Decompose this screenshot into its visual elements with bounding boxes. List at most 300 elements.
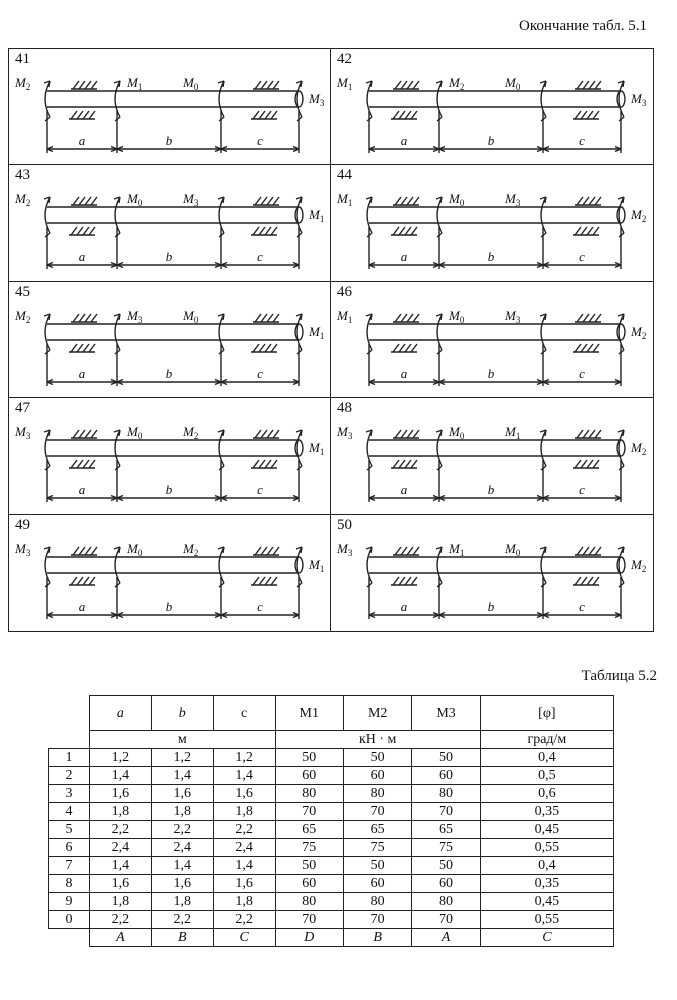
bearing-hatch [593,460,599,468]
table-cell: 1,8 [90,803,152,821]
bearing-hatch [253,111,259,119]
moment-label: $M_3$ [505,191,521,209]
shaft-end [295,91,303,107]
bearing-hatch [593,111,599,119]
unit-cell: град/м [480,731,613,749]
footer-cell: A [90,929,152,947]
moment-label: $M_2$ [15,307,31,325]
bearing-hatch [413,314,419,322]
bearing-hatch [83,460,89,468]
table-cell: 1,6 [90,785,152,803]
bearing-hatch [587,460,593,468]
moment-label: $M_3$ [127,307,143,325]
table-cell: 1,8 [213,893,275,911]
bearing-hatch [595,430,601,438]
row-number: 0 [49,911,90,929]
table-cell: 2,2 [151,911,213,929]
diagram-number: 45 [15,283,30,300]
dim-label: a [400,249,408,265]
table-cell: 1,8 [151,893,213,911]
bearing-hatch [405,111,411,119]
moment-label: $M_0$ [183,307,199,325]
dim-label: c [579,598,585,614]
table-cell: 70 [275,803,343,821]
table-header-row [49,696,614,731]
dim-label: b [165,133,173,148]
bearing-hatch [77,111,83,119]
table-cell: 2,4 [213,839,275,857]
diagram-number: 50 [337,516,352,533]
bearing-hatch [89,344,95,352]
bearing-hatch [393,344,399,352]
dim-label: b [165,365,173,381]
shaft-end [295,207,303,223]
bearing-hatch [91,314,97,322]
table-cell: 50 [343,749,411,767]
bearing-hatch [593,344,599,352]
bearing-hatch [253,460,259,468]
shaft-diagram [331,282,653,397]
table-cell: 80 [275,785,343,803]
bearing-hatch [411,111,417,119]
bearing-hatch [393,227,399,235]
table-cell: 60 [343,767,411,785]
bearing-hatch [85,547,91,555]
column-header: M1 [275,696,343,731]
moment-label: $M_1$ [127,75,143,92]
bearing-hatch [273,81,279,89]
bearing-hatch [265,227,271,235]
moment-label: $M_2$ [183,424,199,442]
bearing-hatch [395,547,401,555]
bearing-hatch [401,197,407,205]
diagram-cell [331,165,653,281]
dim-label: c [579,249,585,265]
moment-label: $M_2$ [183,540,199,558]
bearing-hatch [589,547,595,555]
bearing-hatch [261,314,267,322]
bearing-hatch [577,314,583,322]
bearing-hatch [583,547,589,555]
bearing-hatch [91,430,97,438]
table-cell: 65 [343,821,411,839]
moment-label: $M_0$ [127,424,143,442]
moment-label: $M_3$ [337,540,353,558]
table-cell: 2,2 [213,911,275,929]
moment-label: $M_3$ [15,424,31,442]
bearing-hatch [575,460,581,468]
bearing-hatch [407,197,413,205]
moment-label: $M_0$ [183,75,199,92]
bearing-hatch [407,314,413,322]
moment-label: $M_2$ [631,556,647,574]
bearing-hatch [583,81,589,89]
bearing-hatch [271,227,277,235]
bearing-hatch [413,81,419,89]
moment-label: $M_1$ [309,323,325,341]
bearing-hatch [259,227,265,235]
diagram-cell [331,398,653,514]
footer-cell: A [412,929,480,947]
bearing-hatch [405,577,411,585]
table-cell: 2,2 [151,821,213,839]
moment-label: $M_2$ [631,440,647,458]
bearing-hatch [583,430,589,438]
shaft-end [295,440,303,456]
shaft-end [617,557,625,573]
diagram-cell [331,49,653,165]
bearing-hatch [271,111,277,119]
dim-label: a [400,365,408,381]
table-row [49,839,614,857]
bearing-hatch [255,430,261,438]
moment-label: $M_3$ [631,91,647,108]
bearing-hatch [401,81,407,89]
bearing-hatch [83,344,89,352]
table-cell: 50 [412,749,480,767]
table-cell: 1,2 [213,749,275,767]
bearing-hatch [401,430,407,438]
bearing-hatch [91,81,97,89]
table-cell: 2,2 [90,911,152,929]
bearing-hatch [589,197,595,205]
bearing-hatch [71,227,77,235]
table-cell: 50 [275,857,343,875]
bearing-hatch [85,197,91,205]
bearing-hatch [399,344,405,352]
dim-label: a [400,598,408,614]
bearing-hatch [395,430,401,438]
table-cell: 0,45 [480,893,613,911]
bearing-hatch [593,227,599,235]
bearing-hatch [79,430,85,438]
bearing-hatch [91,547,97,555]
moment-label: $M_1$ [337,191,353,209]
bearing-hatch [255,547,261,555]
diagram-cell [9,282,331,398]
unit-cell: м [90,731,276,749]
shaft-diagram [9,49,330,164]
moment-label: $M_3$ [337,424,353,442]
table-cell: 2,2 [90,821,152,839]
dim-label: b [165,249,173,265]
table-cell: 50 [343,857,411,875]
footer-cell: C [213,929,275,947]
bearing-hatch [589,430,595,438]
dim-label: c [579,365,585,381]
bearing-hatch [581,460,587,468]
bearing-hatch [259,460,265,468]
table-cell: 50 [275,749,343,767]
dim-label: a [78,133,86,148]
dim-label: b [487,133,495,148]
bearing-hatch [399,460,405,468]
bearing-hatch [253,227,259,235]
column-header: M2 [343,696,411,731]
table-cell: 75 [412,839,480,857]
bearing-hatch [273,197,279,205]
bearing-hatch [273,430,279,438]
moment-label: $M_2$ [449,75,465,92]
bearing-hatch [395,197,401,205]
table-cell: 70 [275,911,343,929]
moment-label: $M_0$ [449,424,465,442]
bearing-hatch [83,111,89,119]
table-row [49,821,614,839]
bearing-hatch [271,344,277,352]
bearing-hatch [589,81,595,89]
table-row [49,749,614,767]
bearing-hatch [271,460,277,468]
shaft-diagram [9,398,330,513]
diagram-cell [9,398,331,514]
table-cell: 70 [343,803,411,821]
bearing-hatch [393,577,399,585]
diagram-number: 49 [15,516,30,533]
bearing-hatch [407,547,413,555]
bearing-hatch [595,547,601,555]
bearing-hatch [261,547,267,555]
diagram-cell [9,49,331,165]
dim-label: c [257,249,263,265]
bearing-hatch [577,81,583,89]
bearing-hatch [413,430,419,438]
bearing-hatch [85,430,91,438]
bearing-hatch [253,344,259,352]
bearing-hatch [267,197,273,205]
table-row [49,767,614,785]
bearing-hatch [575,227,581,235]
table-cell: 70 [412,911,480,929]
bearing-hatch [587,344,593,352]
table-cell: 60 [275,767,343,785]
dim-label: c [579,482,585,498]
moment-label: $M_1$ [309,207,325,225]
bearing-hatch [395,81,401,89]
footer-cell: C [480,929,613,947]
table-row [49,875,614,893]
row-number: 1 [49,749,90,767]
table-cell: 80 [343,893,411,911]
bearing-hatch [77,227,83,235]
shaft-diagram [9,515,330,631]
bearing-hatch [73,430,79,438]
bearing-hatch [79,547,85,555]
bearing-hatch [405,460,411,468]
bearing-hatch [261,197,267,205]
table-cell: 60 [412,767,480,785]
table-cell: 80 [343,785,411,803]
bearing-hatch [83,577,89,585]
bearing-hatch [411,577,417,585]
bearing-hatch [77,344,83,352]
moment-label: $M_2$ [631,207,647,225]
bearing-hatch [399,227,405,235]
bearing-hatch [413,197,419,205]
bearing-hatch [83,227,89,235]
shaft-diagram [331,398,653,513]
table-footer-row [49,929,614,947]
moment-label: $M_2$ [15,75,31,92]
table-cell: 1,6 [90,875,152,893]
bearing-hatch [407,81,413,89]
shaft-end [617,91,625,107]
shaft-end [295,324,303,340]
bearing-hatch [581,344,587,352]
table-cell: 1,4 [213,767,275,785]
moment-label: $M_2$ [631,323,647,341]
row-number: 9 [49,893,90,911]
bearing-hatch [589,314,595,322]
bearing-hatch [273,547,279,555]
row-number: 4 [49,803,90,821]
table-cell: 1,6 [213,875,275,893]
bearing-hatch [89,111,95,119]
table-row [49,911,614,929]
table-units-row [49,731,614,749]
shaft-end [617,440,625,456]
bearing-hatch [265,460,271,468]
diagram-number: 43 [15,167,30,184]
table-cell: 0,6 [480,785,613,803]
table-cell: 0,4 [480,857,613,875]
bearing-hatch [91,197,97,205]
bearing-hatch [399,577,405,585]
table-cell: 1,6 [151,785,213,803]
table-cell: 60 [343,875,411,893]
moment-label: $M_0$ [505,540,521,558]
table-cell: 80 [275,893,343,911]
caption-top: Окончание табл. 5.1 [519,18,647,34]
table-cell: 1,6 [151,875,213,893]
bearing-hatch [73,547,79,555]
moment-label: $M_1$ [309,556,325,574]
table-cell: 70 [412,803,480,821]
table-cell: 0,35 [480,875,613,893]
bearing-hatch [261,81,267,89]
bearing-hatch [399,111,405,119]
dim-label: b [487,598,495,614]
dim-label: c [257,482,263,498]
table-cell: 65 [275,821,343,839]
row-number: 5 [49,821,90,839]
shaft-diagram [9,282,330,397]
shaft-diagram [331,165,653,280]
diagram-number: 48 [337,400,352,417]
dim-label: c [257,133,263,148]
bearing-hatch [593,577,599,585]
table-cell: 1,8 [90,893,152,911]
table-cell: 1,2 [151,749,213,767]
bearing-hatch [581,577,587,585]
bearing-hatch [85,314,91,322]
diagram-number: 44 [337,167,352,184]
shaft-diagram [331,49,653,164]
table-row [49,893,614,911]
table-cell: 60 [275,875,343,893]
moment-label: $M_0$ [127,191,143,209]
table-cell: 1,4 [213,857,275,875]
table-row [49,803,614,821]
bearing-hatch [77,460,83,468]
shaft-end [617,207,625,223]
row-number: 7 [49,857,90,875]
bearing-hatch [255,81,261,89]
bearing-hatch [393,111,399,119]
moment-label: $M_0$ [505,75,521,92]
bearing-hatch [267,81,273,89]
table-cell: 65 [412,821,480,839]
bearing-hatch [581,111,587,119]
bearing-hatch [575,111,581,119]
moment-label: $M_0$ [449,191,465,209]
table-cell: 80 [412,893,480,911]
bearing-hatch [575,577,581,585]
bearing-hatch [587,577,593,585]
table-cell: 80 [412,785,480,803]
bearing-hatch [85,81,91,89]
table-cell: 75 [275,839,343,857]
footer-cell: B [151,929,213,947]
bearing-hatch [89,460,95,468]
dim-label: b [165,482,173,498]
bearing-hatch [411,460,417,468]
dim-label: a [78,598,86,614]
diagram-cell [331,515,653,631]
moment-label: $M_0$ [449,307,465,325]
table-cell: 1,4 [151,857,213,875]
bearing-hatch [261,430,267,438]
table-cell: 70 [343,911,411,929]
bearing-hatch [259,344,265,352]
table-cell: 0,4 [480,749,613,767]
bearing-hatch [265,344,271,352]
column-header: c [213,696,275,731]
dim-label: b [487,249,495,265]
bearing-hatch [79,81,85,89]
moment-label: $M_3$ [505,307,521,325]
bearing-hatch [73,81,79,89]
bearing-hatch [79,314,85,322]
moment-label: $M_1$ [449,540,465,558]
moment-label: $M_3$ [15,540,31,558]
dim-label: a [400,133,408,148]
bearing-hatch [395,314,401,322]
row-number: 8 [49,875,90,893]
bearing-hatch [259,111,265,119]
diagram-number: 41 [15,51,30,67]
dim-label: c [257,365,263,381]
table-cell: 50 [412,857,480,875]
bearing-hatch [255,197,261,205]
footer-cell: D [275,929,343,947]
table-cell: 1,8 [151,803,213,821]
dim-label: b [165,598,173,614]
table-cell: 2,2 [213,821,275,839]
shaft-diagram [331,515,653,631]
table-row [49,785,614,803]
bearing-hatch [71,577,77,585]
table-cell: 2,4 [90,839,152,857]
table-cell: 2,4 [151,839,213,857]
moment-label: $M_1$ [505,424,521,442]
shaft-end [295,557,303,573]
table-cell: 1,4 [90,767,152,785]
bearing-hatch [405,344,411,352]
bearing-hatch [73,197,79,205]
table-row [49,857,614,875]
moment-label: $M_1$ [309,440,325,458]
